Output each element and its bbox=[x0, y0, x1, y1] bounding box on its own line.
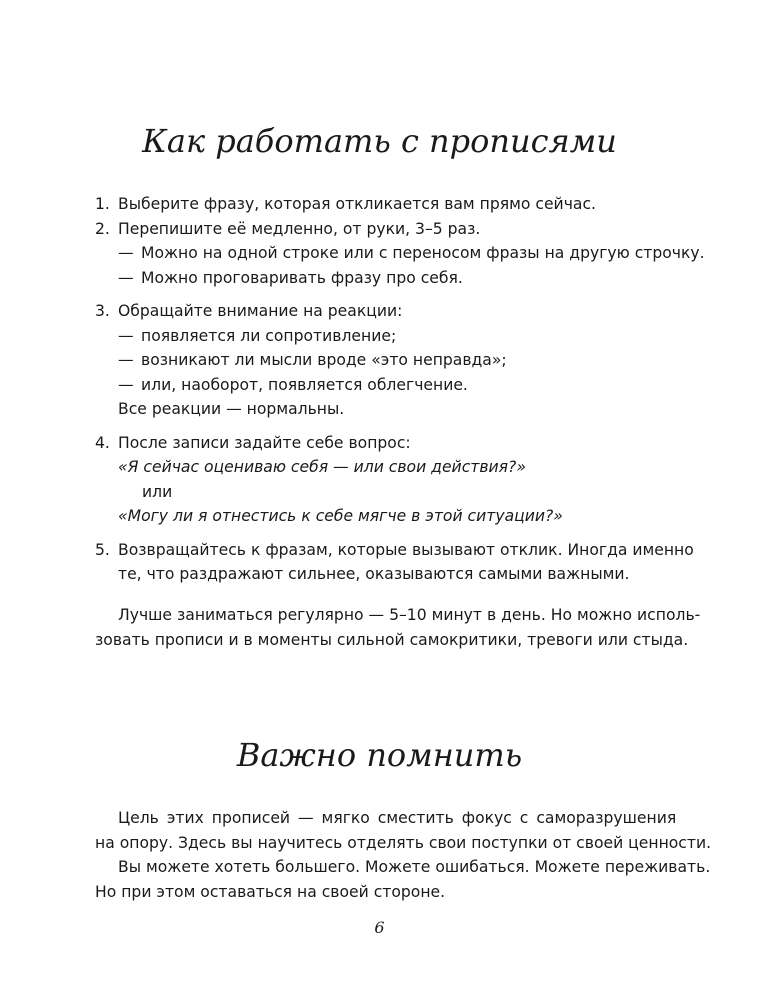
paragraph-line: Вы можете хотеть большего. Можете ошибаться. Можете переживать. bbox=[118, 858, 711, 876]
list-number: 3. bbox=[95, 302, 110, 320]
list-number: 1. bbox=[95, 195, 110, 213]
sub-item bbox=[95, 373, 675, 398]
list-item-4 bbox=[95, 431, 675, 456]
list-text: Выберите фразу, которая откликается вам прямо сейчас. bbox=[118, 195, 596, 213]
sub-item-text: Можно на одной строке или с переносом фразы на другую строчку. bbox=[141, 244, 705, 262]
or-connector: или bbox=[142, 482, 173, 501]
list-text: Обращайте внимание на реакции: bbox=[118, 302, 403, 320]
dash: — bbox=[118, 244, 134, 262]
list-text: Возвращайтесь к фразам, которые вызывают отклик. Иногда именно bbox=[118, 540, 694, 559]
sub-item bbox=[95, 266, 675, 291]
item-note: Все реакции — нормальны. bbox=[118, 400, 345, 418]
list-item-2 bbox=[95, 217, 675, 242]
question-2: «Могу ли я отнестись к себе мягче в этой ситуации?» bbox=[118, 507, 563, 525]
list-item-5 bbox=[95, 538, 694, 563]
paragraph-line: Лучше заниматься регулярно — 5–10 минут в день. Но можно исполь- bbox=[118, 606, 701, 624]
list-text: После записи задайте себе вопрос: bbox=[118, 433, 411, 452]
sub-item-text: возникают ли мысли вроде «это неправда»; bbox=[141, 351, 507, 369]
remember-text bbox=[95, 806, 712, 904]
section-title-how-to-work: Как работать с прописями bbox=[142, 122, 617, 160]
list-item-3 bbox=[95, 299, 675, 324]
instructions-list bbox=[95, 192, 705, 587]
list-number: 4. bbox=[95, 433, 110, 452]
paragraph-line: зовать прописи и в моменты сильной самокритики, тревоги или стыда. bbox=[95, 630, 689, 649]
paragraph-line: Но при этом оставаться на своей стороне. bbox=[95, 882, 446, 901]
list-number: 5. bbox=[95, 540, 110, 559]
dash: — bbox=[118, 326, 134, 345]
sub-item bbox=[95, 241, 705, 266]
dash: — bbox=[118, 268, 134, 287]
paragraph-line: Цель этих прописей — мягко сместить фокус с саморазрушения bbox=[118, 809, 677, 827]
question-1: «Я сейчас оцениваю себя — или свои действия?» bbox=[118, 458, 526, 476]
sub-item bbox=[95, 324, 675, 349]
section-title-remember: Важно помнить bbox=[236, 736, 523, 774]
sub-item-text: Можно проговаривать фразу про себя. bbox=[141, 268, 463, 287]
list-text: Перепишите её медленно, от руки, 3–5 раз. bbox=[118, 219, 481, 238]
list-item-5-continuation: те, что раздражают сильнее, оказываются самыми важными. bbox=[118, 565, 630, 583]
list-number: 2. bbox=[95, 219, 110, 238]
sub-item-text: появляется ли сопротивление; bbox=[141, 326, 397, 345]
dash: — bbox=[118, 375, 134, 394]
sub-item-text: или, наоборот, появляется облегчение. bbox=[141, 375, 468, 394]
practice-paragraph bbox=[95, 603, 701, 652]
paragraph-line: на опору. Здесь вы научитесь отделять свои поступки от своей ценности. bbox=[95, 833, 712, 852]
sub-item bbox=[95, 348, 675, 373]
dash: — bbox=[118, 351, 134, 369]
list-item-1 bbox=[95, 192, 675, 217]
page-number: 6 bbox=[374, 918, 385, 937]
